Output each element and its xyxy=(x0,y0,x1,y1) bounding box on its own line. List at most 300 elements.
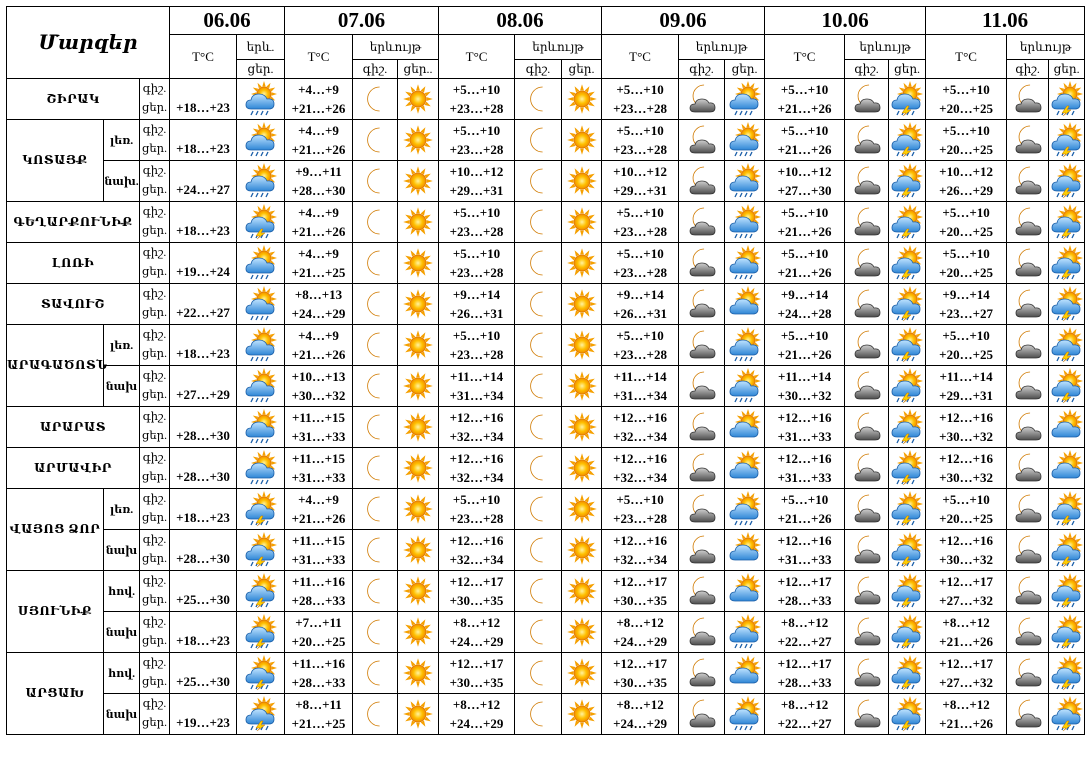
day0-temp: +18…+23 xyxy=(170,489,237,530)
day-header: ցեր. xyxy=(1049,60,1085,79)
day-icon-cell xyxy=(889,530,926,571)
temp-cell xyxy=(602,161,679,202)
day-temp: +30…+35 xyxy=(613,593,667,608)
moon-icon xyxy=(353,489,397,529)
sun-icon xyxy=(562,530,601,570)
day-temp: +20…+25 xyxy=(291,634,346,649)
day0-icon-cell xyxy=(237,366,285,407)
day-temp: +24…+29 xyxy=(613,716,667,731)
sun-cloud-icon xyxy=(1049,448,1084,488)
moon-cloud-icon xyxy=(679,612,724,652)
night-temp: +11…+15 xyxy=(291,533,346,548)
day-temp: +21…+26 xyxy=(777,142,832,157)
sun-cloud-icon xyxy=(725,571,764,611)
day-temp: +27…+32 xyxy=(939,593,993,608)
sun-icon xyxy=(398,366,438,406)
moon-cloud-icon xyxy=(1007,284,1048,324)
night-temp: +4…+9 xyxy=(298,205,339,220)
day-icon-cell xyxy=(889,243,926,284)
subzone-label: նախ. xyxy=(104,161,140,202)
sun-cloud-rain-icon xyxy=(237,366,284,406)
day-temp: +30…+35 xyxy=(449,593,504,608)
night-icon-cell xyxy=(353,448,398,489)
night-icon-cell xyxy=(679,407,725,448)
night-icon-cell xyxy=(679,120,725,161)
table-row xyxy=(7,489,1085,530)
day-temp: +30…+35 xyxy=(613,675,667,690)
day0-temp: +25…+30 xyxy=(170,653,237,694)
night-icon-cell xyxy=(515,530,562,571)
night-icon-cell xyxy=(1007,530,1049,571)
night-temp: +12…+16 xyxy=(613,451,667,466)
moon-cloud-icon xyxy=(1007,653,1048,693)
day-icon-cell xyxy=(1049,571,1085,612)
phen-header: երևույթ xyxy=(1007,35,1085,60)
night-icon-cell xyxy=(353,530,398,571)
night-label: գիշ. xyxy=(142,452,167,464)
day-label: ցեր. xyxy=(142,471,167,483)
day-temp: +20…+25 xyxy=(939,101,993,116)
day-icon-cell xyxy=(725,366,765,407)
sun-icon xyxy=(562,161,601,201)
night-temp: +9…+14 xyxy=(942,287,990,302)
temp-cell xyxy=(602,694,679,735)
sun-icon xyxy=(562,407,601,447)
day-temp: +22…+27 xyxy=(777,716,832,731)
phen-header: երևույթ xyxy=(353,35,439,60)
night-icon-cell xyxy=(515,489,562,530)
moon-icon xyxy=(515,448,561,488)
day-icon-cell xyxy=(725,325,765,366)
moon-icon xyxy=(353,325,397,365)
temp-cell xyxy=(285,325,353,366)
day-temp: +31…+33 xyxy=(777,470,832,485)
day-temp: +21…+26 xyxy=(291,511,346,526)
day-temp: +30…+32 xyxy=(939,429,993,444)
night-icon-cell xyxy=(1007,120,1049,161)
night-icon-cell xyxy=(515,407,562,448)
day-icon-cell xyxy=(562,407,602,448)
day-temp: +29…+31 xyxy=(613,183,667,198)
night-temp: +12…+17 xyxy=(777,574,832,589)
time-labels xyxy=(140,161,170,202)
temp-cell xyxy=(439,366,515,407)
moon-icon xyxy=(353,366,397,406)
temp-cell xyxy=(602,120,679,161)
day-temp: +23…+28 xyxy=(613,142,667,157)
day0-temp: +22…+27 xyxy=(170,284,237,325)
night-icon-cell xyxy=(515,243,562,284)
subzone-label: լեռ. xyxy=(104,120,140,161)
day-temp: +20…+25 xyxy=(939,511,993,526)
day-icon-cell xyxy=(1049,202,1085,243)
time-labels xyxy=(140,120,170,161)
subzone-label: նախ xyxy=(104,612,140,653)
time-labels xyxy=(140,79,170,120)
moon-icon xyxy=(515,530,561,570)
day-temp: +27…+30 xyxy=(777,183,832,198)
night-icon-cell xyxy=(845,489,889,530)
temp-cell xyxy=(285,243,353,284)
night-icon-cell xyxy=(679,448,725,489)
day-icon-cell xyxy=(725,694,765,735)
night-temp: +5…+10 xyxy=(616,246,664,261)
night-label: գիշ. xyxy=(142,411,167,423)
sun-cloud-rain-icon xyxy=(237,325,284,365)
temp-cell xyxy=(285,407,353,448)
moon-icon xyxy=(515,571,561,611)
day-icon-cell xyxy=(1049,366,1085,407)
day-icon-cell xyxy=(725,653,765,694)
sun-icon xyxy=(398,284,438,324)
moon-cloud-icon xyxy=(845,571,888,611)
day-header: ցեր. xyxy=(725,60,765,79)
time-labels xyxy=(140,448,170,489)
day-icon-cell xyxy=(562,530,602,571)
day-header: ցեր. xyxy=(237,60,285,79)
moon-cloud-icon xyxy=(845,161,888,201)
sun-cloud-thunder-icon xyxy=(1049,79,1084,119)
day-icon-cell xyxy=(1049,407,1085,448)
day-label: ցեր. xyxy=(142,553,167,565)
day-label: ցեր. xyxy=(142,512,167,524)
night-temp: +12…+16 xyxy=(939,410,993,425)
table-row xyxy=(7,653,1085,694)
sun-cloud-rain-icon xyxy=(725,161,764,201)
moon-cloud-icon xyxy=(1007,448,1048,488)
temp-cell xyxy=(926,284,1007,325)
temp-cell xyxy=(285,161,353,202)
day0-icon-cell xyxy=(237,161,285,202)
night-temp: +5…+10 xyxy=(780,205,829,220)
day-temp: +21…+26 xyxy=(291,142,346,157)
night-icon-cell xyxy=(515,120,562,161)
day-icon-cell xyxy=(725,530,765,571)
night-icon-cell xyxy=(353,79,398,120)
night-temp: +12…+16 xyxy=(449,533,504,548)
table-row xyxy=(7,612,1085,653)
moon-icon xyxy=(515,202,561,242)
day-icon-cell xyxy=(398,612,439,653)
moon-icon xyxy=(515,653,561,693)
temp-cell xyxy=(285,694,353,735)
sun-cloud-rain-icon xyxy=(237,407,284,447)
day-temp: +32…+34 xyxy=(613,470,667,485)
phen-header: երևույթ xyxy=(845,35,926,60)
night-icon-cell xyxy=(845,79,889,120)
night-icon-cell xyxy=(515,694,562,735)
sun-cloud-thunder-icon xyxy=(889,120,925,160)
sun-cloud-rain-icon xyxy=(725,612,764,652)
day0-temp: +18…+23 xyxy=(170,612,237,653)
day-label: ցեր. xyxy=(142,225,167,237)
sun-cloud-thunder-icon xyxy=(1049,161,1084,201)
moon-cloud-icon xyxy=(679,407,724,447)
sun-icon xyxy=(398,79,438,119)
moon-cloud-icon xyxy=(845,612,888,652)
temp-cell xyxy=(602,366,679,407)
sun-cloud-thunder-icon xyxy=(1049,653,1084,693)
moon-icon xyxy=(515,161,561,201)
day0-temp: +18…+23 xyxy=(170,325,237,366)
sun-cloud-thunder-icon xyxy=(889,489,925,529)
night-temp: +4…+9 xyxy=(298,123,339,138)
night-temp: +5…+10 xyxy=(452,82,501,97)
temp-cell xyxy=(439,448,515,489)
temp-cell xyxy=(926,448,1007,489)
moon-cloud-icon xyxy=(679,243,724,283)
night-icon-cell xyxy=(1007,325,1049,366)
night-temp: +12…+16 xyxy=(777,451,832,466)
night-icon-cell xyxy=(515,448,562,489)
day-label: ցեր. xyxy=(142,389,167,401)
day-icon-cell xyxy=(725,571,765,612)
moon-icon xyxy=(515,325,561,365)
temp-cell xyxy=(285,571,353,612)
night-icon-cell xyxy=(679,612,725,653)
temp-cell xyxy=(926,202,1007,243)
day-icon-cell xyxy=(398,243,439,284)
night-temp: +8…+12 xyxy=(452,697,501,712)
sun-cloud-rain-icon xyxy=(237,284,284,324)
day-temp: +21…+26 xyxy=(777,101,832,116)
day-icon-cell xyxy=(562,653,602,694)
day-temp: +21…+26 xyxy=(777,511,832,526)
day-icon-cell xyxy=(889,571,926,612)
moon-cloud-icon xyxy=(845,694,888,734)
day-temp: +32…+34 xyxy=(449,552,504,567)
temp-cell xyxy=(765,407,845,448)
day-icon-cell xyxy=(562,366,602,407)
night-temp: +5…+10 xyxy=(616,205,664,220)
night-icon-cell xyxy=(1007,284,1049,325)
night-icon-cell xyxy=(845,612,889,653)
night-icon-cell xyxy=(679,694,725,735)
sun-cloud-rain-icon xyxy=(725,489,764,529)
night-temp: +8…+12 xyxy=(452,615,501,630)
night-temp: +8…+12 xyxy=(942,697,990,712)
night-icon-cell xyxy=(845,202,889,243)
temp-cell xyxy=(439,612,515,653)
sun-icon xyxy=(562,489,601,529)
sun-cloud-thunder-icon xyxy=(237,653,284,693)
temp-cell xyxy=(765,161,845,202)
sun-cloud-thunder-icon xyxy=(237,202,284,242)
night-temp: +5…+10 xyxy=(942,82,990,97)
day-label: ցեր. xyxy=(142,594,167,606)
time-labels xyxy=(140,284,170,325)
sun-cloud-thunder-icon xyxy=(889,243,925,283)
day-icon-cell xyxy=(1049,243,1085,284)
temp-cell xyxy=(285,612,353,653)
night-icon-cell xyxy=(353,161,398,202)
sun-icon xyxy=(398,653,438,693)
day-icon-cell xyxy=(1049,489,1085,530)
phen-header: երև. xyxy=(237,35,285,60)
day-icon-cell xyxy=(1049,120,1085,161)
moon-cloud-icon xyxy=(845,366,888,406)
night-temp: +11…+14 xyxy=(613,369,667,384)
day0-icon-cell xyxy=(237,407,285,448)
table-row xyxy=(7,571,1085,612)
night-temp: +12…+16 xyxy=(777,533,832,548)
moon-cloud-icon xyxy=(1007,571,1048,611)
table-row xyxy=(7,366,1085,407)
moon-cloud-icon xyxy=(679,366,724,406)
day-temp: +21…+26 xyxy=(291,224,346,239)
night-icon-cell xyxy=(515,653,562,694)
temp-cell xyxy=(602,407,679,448)
night-header: գիշ. xyxy=(1007,60,1049,79)
day-temp: +23…+28 xyxy=(613,265,667,280)
day-temp: +31…+34 xyxy=(449,388,504,403)
sun-cloud-icon xyxy=(725,448,764,488)
night-icon-cell xyxy=(845,694,889,735)
night-temp: +4…+9 xyxy=(298,246,339,261)
table-row xyxy=(7,79,1085,120)
night-temp: +8…+11 xyxy=(295,697,342,712)
night-temp: +5…+10 xyxy=(942,492,990,507)
sun-cloud-thunder-icon xyxy=(889,161,925,201)
moon-icon xyxy=(353,530,397,570)
day0-icon-cell xyxy=(237,612,285,653)
sun-cloud-rain-icon xyxy=(237,161,284,201)
temp-cell xyxy=(439,120,515,161)
day-icon-cell xyxy=(889,325,926,366)
day-icon-cell xyxy=(1049,161,1085,202)
night-label: գիշ. xyxy=(142,698,167,710)
night-icon-cell xyxy=(845,161,889,202)
sun-icon xyxy=(562,571,601,611)
sun-cloud-thunder-icon xyxy=(237,612,284,652)
subzone-label: հով. xyxy=(104,653,140,694)
day-temp: +24…+29 xyxy=(449,634,504,649)
day-temp: +31…+33 xyxy=(291,429,346,444)
sun-icon xyxy=(398,489,438,529)
moon-cloud-icon xyxy=(845,120,888,160)
night-temp: +5…+10 xyxy=(616,123,664,138)
day-temp: +21…+26 xyxy=(777,347,832,362)
night-icon-cell xyxy=(353,120,398,161)
day-icon-cell xyxy=(889,612,926,653)
sun-icon xyxy=(562,366,601,406)
temp-cell xyxy=(765,243,845,284)
day-temp: +26…+31 xyxy=(613,306,667,321)
temp-cell xyxy=(439,489,515,530)
date-header: 08.06 xyxy=(439,7,602,35)
moon-cloud-icon xyxy=(679,530,724,570)
temp-cell xyxy=(926,325,1007,366)
day-temp: +28…+30 xyxy=(291,183,346,198)
night-temp: +4…+9 xyxy=(298,328,339,343)
moon-cloud-icon xyxy=(1007,694,1048,734)
night-temp: +11…+16 xyxy=(291,656,346,671)
night-temp: +5…+10 xyxy=(452,123,501,138)
moon-icon xyxy=(515,366,561,406)
day-icon-cell xyxy=(889,284,926,325)
temp-cell xyxy=(439,653,515,694)
night-icon-cell xyxy=(845,366,889,407)
moon-icon xyxy=(353,571,397,611)
sun-cloud-thunder-icon xyxy=(889,571,925,611)
night-icon-cell xyxy=(353,202,398,243)
day-icon-cell xyxy=(398,571,439,612)
night-temp: +5…+10 xyxy=(942,246,990,261)
day-temp: +32…+34 xyxy=(449,429,504,444)
night-icon-cell xyxy=(1007,407,1049,448)
region-name: ԱՐՄԱՎԻՐ xyxy=(7,448,140,489)
night-icon-cell xyxy=(679,79,725,120)
day-icon-cell xyxy=(725,448,765,489)
sun-cloud-thunder-icon xyxy=(1049,284,1084,324)
time-labels xyxy=(140,653,170,694)
temp-cell xyxy=(439,530,515,571)
night-temp: +12…+16 xyxy=(613,410,667,425)
moon-icon xyxy=(353,161,397,201)
night-temp: +11…+15 xyxy=(291,451,346,466)
night-temp: +8…+12 xyxy=(780,615,829,630)
night-temp: +12…+16 xyxy=(449,451,504,466)
night-temp: +10…+13 xyxy=(291,369,346,384)
night-temp: +11…+16 xyxy=(291,574,346,589)
day0-temp: +28…+30 xyxy=(170,407,237,448)
day-icon-cell xyxy=(398,325,439,366)
day0-icon-cell xyxy=(237,653,285,694)
day-temp: +30…+32 xyxy=(291,388,346,403)
night-icon-cell xyxy=(845,284,889,325)
time-labels xyxy=(140,489,170,530)
table-row xyxy=(7,325,1085,366)
day-label: ցեր. xyxy=(142,307,167,319)
night-temp: +12…+17 xyxy=(449,656,504,671)
sun-icon xyxy=(562,202,601,242)
day-icon-cell xyxy=(725,612,765,653)
day-icon-cell xyxy=(398,653,439,694)
table-row xyxy=(7,284,1085,325)
night-icon-cell xyxy=(1007,79,1049,120)
temp-cell xyxy=(285,530,353,571)
night-label: գիշ. xyxy=(142,83,167,95)
night-temp: +5…+10 xyxy=(942,123,990,138)
moon-cloud-icon xyxy=(845,243,888,283)
day0-temp: +24…+27 xyxy=(170,161,237,202)
moon-cloud-icon xyxy=(845,284,888,324)
day-temp: +30…+32 xyxy=(777,388,832,403)
day0-icon-cell xyxy=(237,243,285,284)
night-temp: +10…+12 xyxy=(613,164,667,179)
day-icon-cell xyxy=(889,366,926,407)
sun-cloud-thunder-icon xyxy=(889,79,925,119)
night-temp: +11…+14 xyxy=(939,369,993,384)
moon-cloud-icon xyxy=(679,448,724,488)
temp-cell xyxy=(439,202,515,243)
temp-cell xyxy=(765,366,845,407)
day-temp: +21…+26 xyxy=(291,347,346,362)
temp-cell xyxy=(602,653,679,694)
night-icon-cell xyxy=(353,243,398,284)
sun-cloud-thunder-icon xyxy=(1049,694,1084,734)
moon-cloud-icon xyxy=(1007,530,1048,570)
night-temp: +5…+10 xyxy=(942,205,990,220)
day-icon-cell xyxy=(1049,612,1085,653)
night-temp: +12…+16 xyxy=(939,451,993,466)
night-icon-cell xyxy=(679,161,725,202)
night-icon-cell xyxy=(679,366,725,407)
sun-cloud-icon xyxy=(1049,407,1084,447)
night-label: գիշ. xyxy=(142,534,167,546)
night-icon-cell xyxy=(679,530,725,571)
temp-cell xyxy=(765,79,845,120)
